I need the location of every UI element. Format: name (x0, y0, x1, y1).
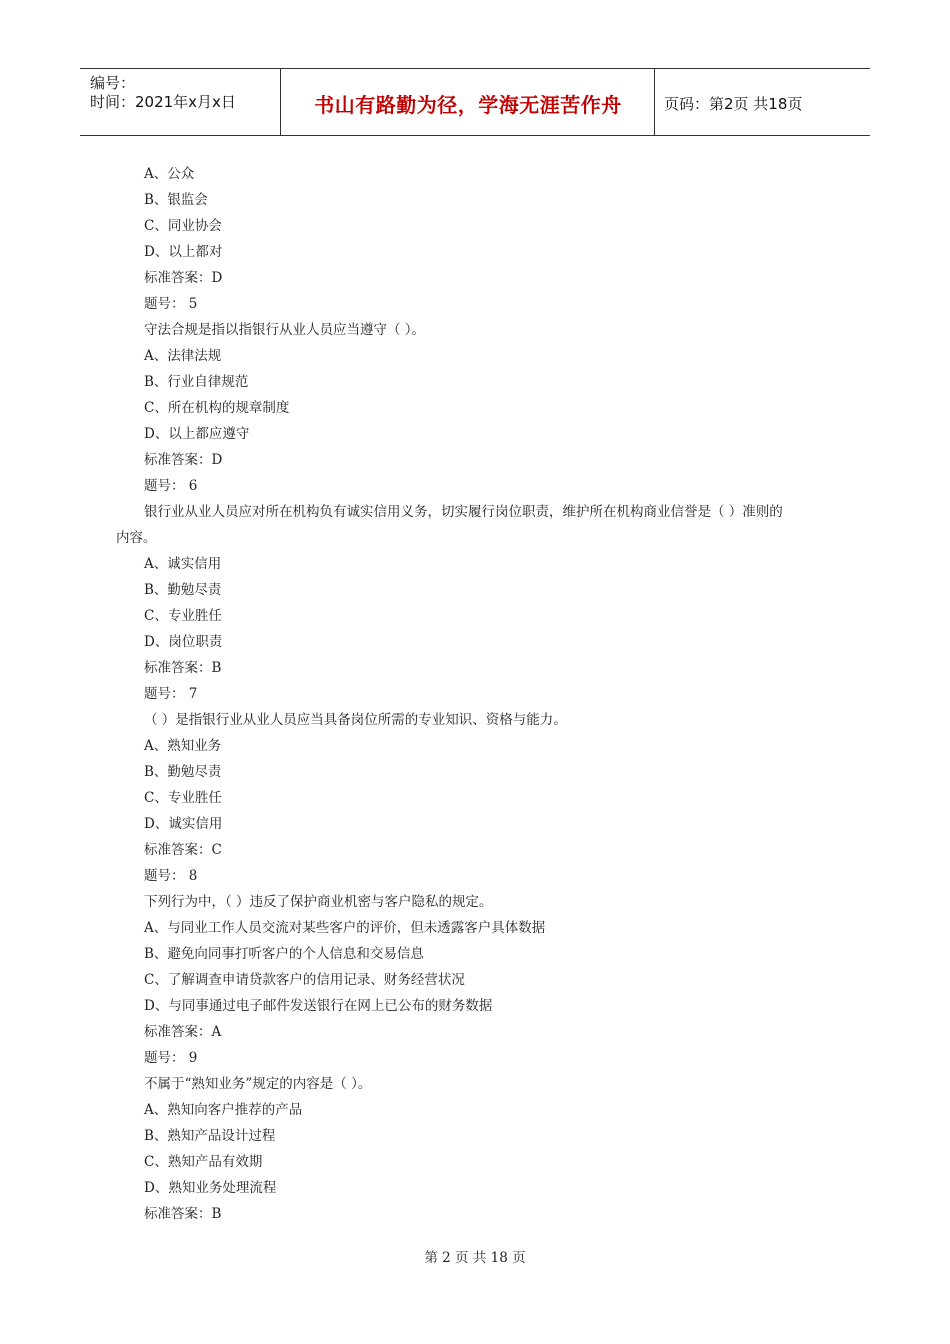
text-line: A、与同业工作人员交流对某些客户的评价，但未透露客户具体数据 (144, 920, 546, 936)
page-footer: 第 2 页 共 18 页 (424, 1250, 526, 1266)
question-text: 下列行为中，（ ）违反了保护商业机密与客户隐私的规定。 (144, 894, 493, 910)
time-label: 时间：2021年x月x日 (90, 93, 236, 111)
text-line: A、诚实信用 (144, 556, 222, 572)
text-line: B、行业自律规范 (144, 374, 249, 390)
text-line: A、熟知业务 (144, 738, 222, 754)
text-line: B、熟知产品设计过程 (144, 1128, 276, 1144)
header-right-cell (655, 69, 870, 135)
text-line: C、专业胜任 (144, 608, 222, 624)
answer-line: 标准答案：C (144, 842, 222, 858)
text-line: B、银监会 (144, 192, 208, 208)
question-text-continued: 内容。 (116, 530, 157, 546)
question-number: 题号： 8 (144, 868, 198, 884)
question-text: 不属于“熟知业务”规定的内容是（ ）。 (144, 1076, 372, 1092)
header-page-info: 页码：第2页 共18页 (664, 95, 803, 113)
text-line: A、熟知向客户推荐的产品 (144, 1102, 303, 1118)
text-line: D、熟知业务处理流程 (144, 1180, 277, 1196)
header-motto: 书山有路勤为径，学海无涯苦作舟 (314, 93, 622, 117)
question-number: 题号： 9 (144, 1050, 198, 1066)
answer-line: 标准答案：B (144, 1206, 222, 1222)
answer-line: 标准答案：A (144, 1024, 222, 1040)
text-line: D、岗位职责 (144, 634, 223, 650)
text-line: D、以上都应遵守 (144, 426, 250, 442)
text-line: B、避免向同事打听客户的个人信息和交易信息 (144, 946, 424, 962)
text-line: B、勤勉尽责 (144, 582, 222, 598)
answer-line: 标准答案：D (144, 452, 223, 468)
text-line: D、诚实信用 (144, 816, 223, 832)
question-number: 题号： 5 (144, 296, 198, 312)
header-middle-cell (281, 69, 655, 135)
text-line: A、公众 (144, 166, 195, 182)
number-label: 编号： (90, 74, 136, 92)
text-line: B、勤勉尽责 (144, 764, 222, 780)
text-line: A、法律法规 (144, 348, 222, 364)
question-number: 题号： 6 (144, 478, 198, 494)
answer-line: 标准答案：B (144, 660, 222, 676)
text-line: C、专业胜任 (144, 790, 222, 806)
question-text: 银行业从业人员应对所在机构负有诚实信用义务，切实履行岗位职责，维护所在机构商业信誉是（ ）准则的 (144, 504, 783, 520)
document-body (116, 161, 836, 1227)
text-line: D、与同事通过电子邮件发送银行在网上已公布的财务数据 (144, 998, 493, 1014)
question-text: 守法合规是指以指银行从业人员应当遵守（ ）。 (144, 322, 426, 338)
text-line: C、熟知产品有效期 (144, 1154, 263, 1170)
text-line: C、同业协会 (144, 218, 222, 234)
header-left-cell (80, 69, 281, 135)
question-number: 题号： 7 (144, 686, 198, 702)
text-line: C、了解调查申请贷款客户的信用记录、财务经营状况 (144, 972, 465, 988)
page-header (80, 68, 870, 136)
question-text: （ ）是指银行业从业人员应当具备岗位所需的专业知识、资格与能力。 (144, 712, 567, 728)
text-line: C、所在机构的规章制度 (144, 400, 290, 416)
text-line: D、以上都对 (144, 244, 223, 260)
answer-line: 标准答案：D (144, 270, 223, 286)
